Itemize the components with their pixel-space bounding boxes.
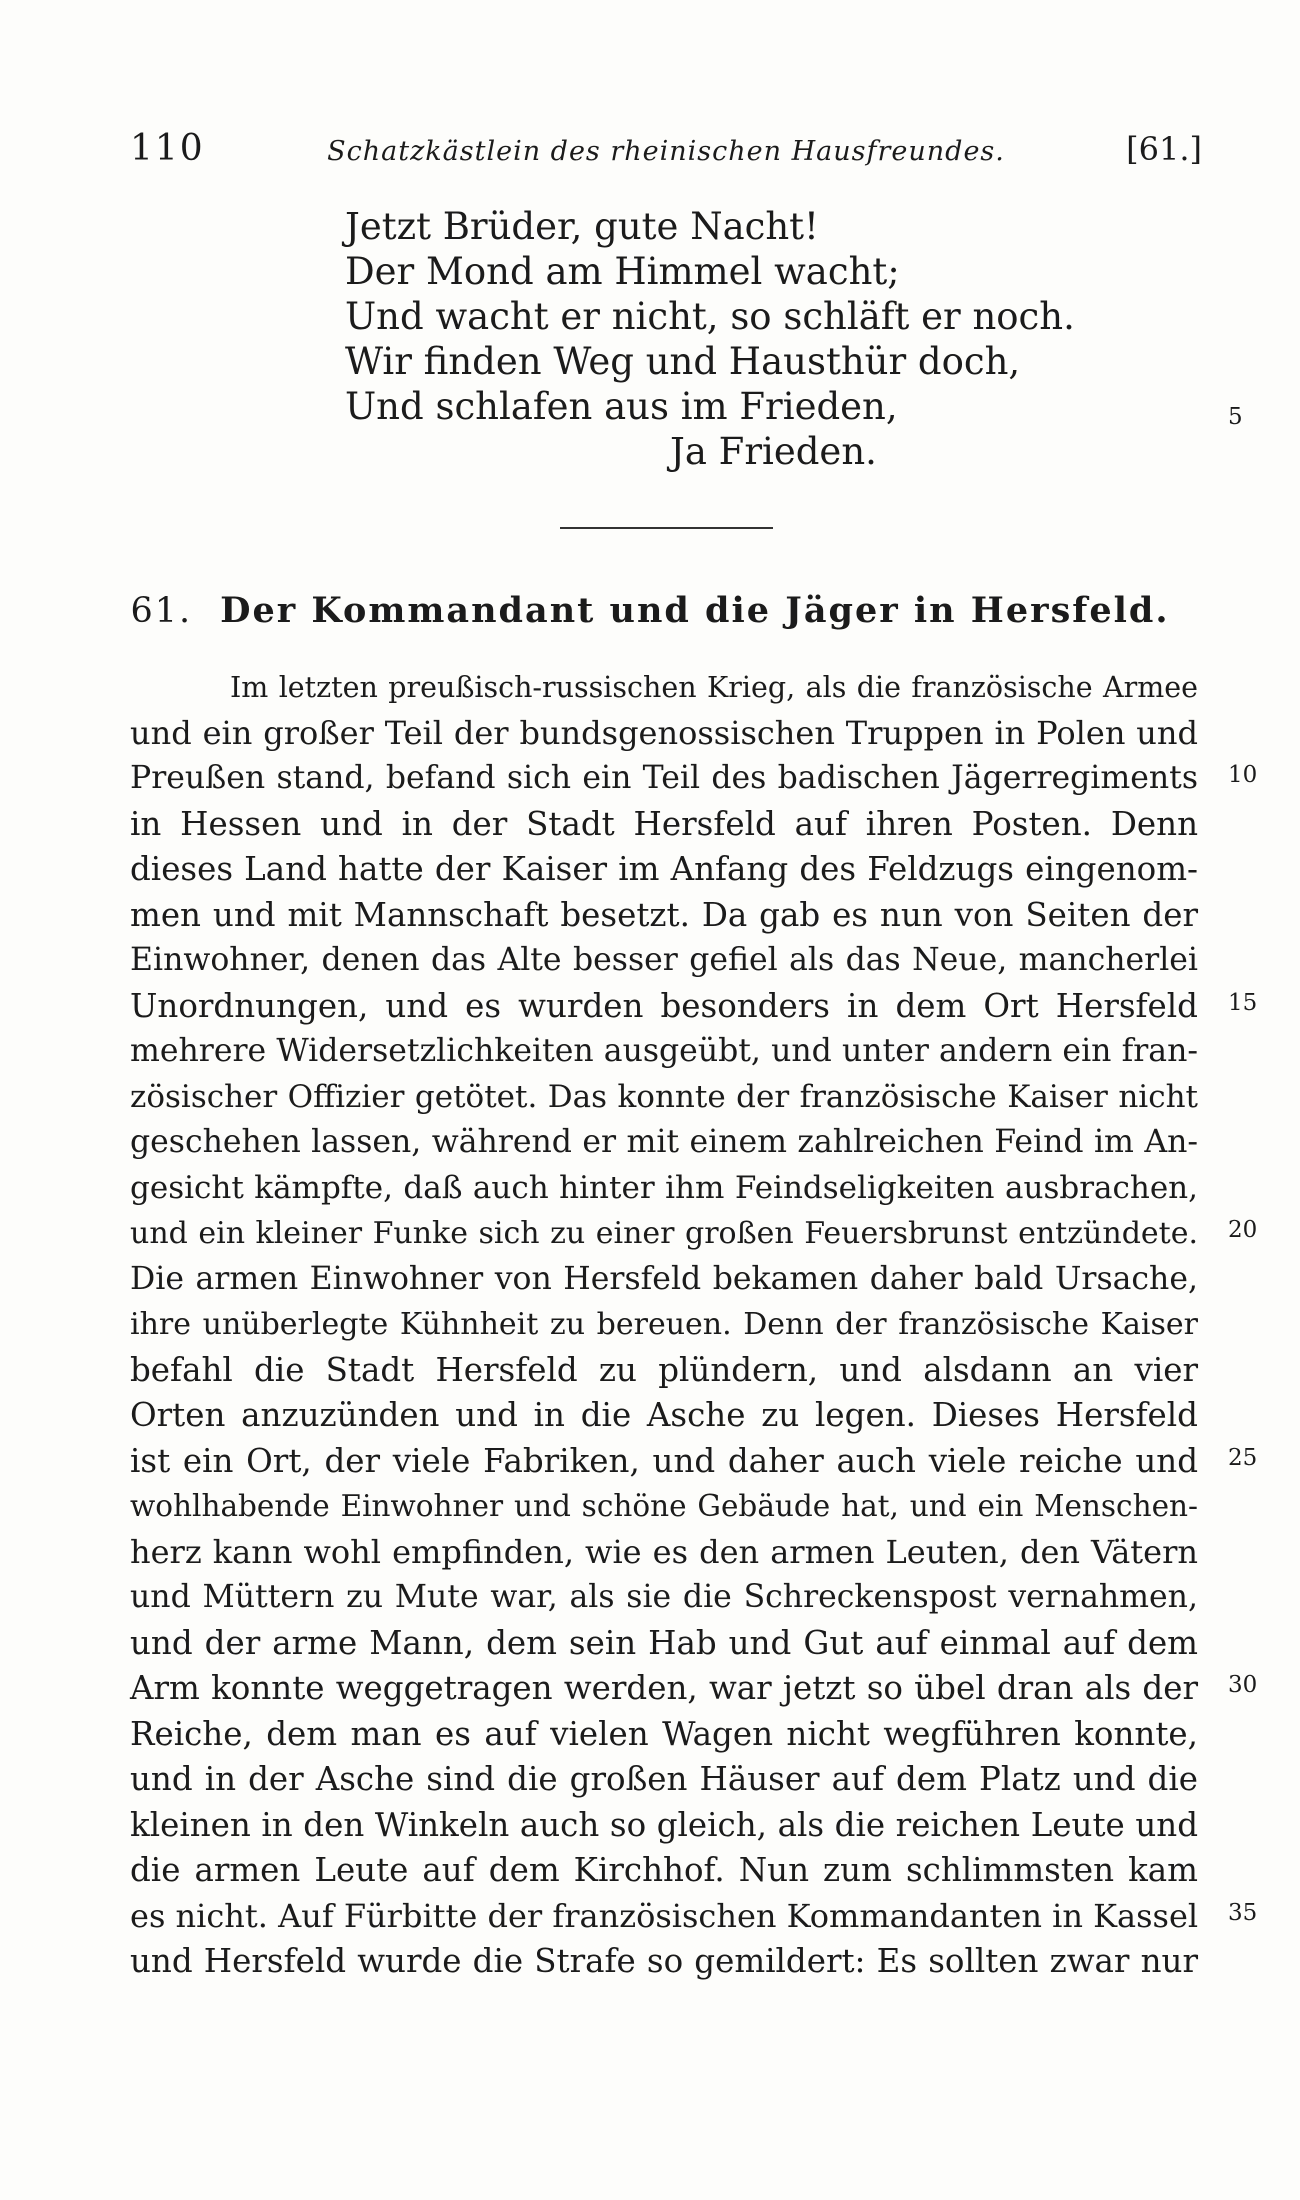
text-line: und der arme Mann, dem sein Hab und Gut auf einmal auf dem: [130, 1623, 1198, 1662]
running-title: Schatzkästlein des rheinischen Hausfreundes.: [327, 136, 1005, 167]
text-line: kleinen in den Winkeln auch so gleich, als die reichen Leute und: [130, 1805, 1198, 1844]
text-line: wohlhabende Einwohner und schöne Gebäude hat, und ein Menschen-: [130, 1489, 1198, 1523]
text-line: in Hessen und in der Stadt Hersfeld auf ihren Posten. Denn: [130, 804, 1198, 843]
text-line: zösischer Offizier getötet. Das konnte der französische Kaiser nicht: [130, 1078, 1198, 1115]
line-number: 20: [1228, 1217, 1258, 1243]
text-line: Einwohner, denen das Alte besser gefiel als das Neue, mancherlei: [130, 942, 1198, 978]
text-line: geschehen lassen, während er mit einem zahlreichen Feind im An-: [130, 1124, 1198, 1160]
text-line: Reiche, dem man es auf vielen Wagen nicht wegführen konnte,: [130, 1714, 1198, 1753]
poem-line: Der Mond am Himmel wacht;: [345, 250, 900, 293]
text-line: Orten anzuzünden und in die Asche zu legen. Dieses Hersfeld: [130, 1396, 1198, 1434]
text-line: Preußen stand, befand sich ein Teil des badischen Jägerregiments: [130, 760, 1198, 796]
text-line: men und mit Mannschaft besetzt. Da gab es nun von Seiten der: [130, 895, 1198, 934]
page-header: [130, 128, 1202, 178]
poem-stanza: [345, 204, 1075, 474]
poem-line: Ja Frieden.: [670, 430, 877, 473]
text-line: und ein kleiner Funke sich zu einer großen Feuersbrunst entzündete.: [130, 1216, 1198, 1251]
line-number: 30: [1228, 1672, 1258, 1698]
text-line: und ein großer Teil der bundsgenossischen Truppen in Polen und: [130, 713, 1198, 752]
section-divider: [560, 527, 773, 529]
text-line: gesicht kämpfte, daß auch hinter ihm Feindseligkeiten ausbrachen,: [130, 1169, 1198, 1206]
text-line: herz kann wohl empfinden, wie es den armen Leuten, den Vätern: [130, 1532, 1198, 1571]
poem-line: Wir finden Weg und Hausthür doch,: [345, 340, 1021, 383]
text-line: Arm konnte weggetragen werden, war jetzt so übel dran als der: [130, 1669, 1198, 1707]
text-line: es nicht. Auf Fürbitte der französischen Kommandanten in Kassel: [130, 1896, 1199, 1935]
poem-line: Jetzt Brüder, gute Nacht!: [345, 205, 819, 248]
line-number: 25: [1228, 1445, 1258, 1471]
text-line: und in der Asche sind die großen Häuser auf dem Platz und die: [130, 1760, 1198, 1798]
text-line: mehrere Widersetzlichkeiten ausgeübt, und unter andern ein fran-: [130, 1033, 1198, 1069]
line-number: 5: [1228, 404, 1243, 430]
section-reference: [61.]: [1126, 130, 1202, 168]
line-number: 10: [1228, 762, 1258, 788]
text-line: und Müttern zu Mute war, als sie die Schreckenspost vernahmen,: [130, 1579, 1198, 1615]
page-number: 110: [130, 128, 205, 169]
text-line: befahl die Stadt Hersfeld zu plündern, und alsdann an vier: [130, 1350, 1198, 1389]
text-line: Die armen Einwohner von Hersfeld bekamen daher bald Ursache,: [130, 1260, 1198, 1297]
poem-line: Und schlafen aus im Frieden,: [345, 385, 898, 428]
text-line: dieses Land hatte der Kaiser im Anfang des Feldzugs eingenom-: [130, 850, 1198, 888]
chapter-title: Der Kommandant und die Jäger in Hersfeld.: [220, 590, 1170, 631]
text-line: und Hersfeld wurde die Strafe so gemildert: Es sollten zwar nur: [130, 1942, 1198, 1980]
text-line: Im letzten preußisch-russischen Krieg, als die französische Armee: [230, 671, 1198, 704]
line-number: 15: [1228, 990, 1258, 1016]
text-line: Unordnungen, und es wurden besonders in dem Ort Hersfeld: [130, 986, 1198, 1025]
text-line: ihre unüberlegte Kühnheit zu bereuen. Denn der französische Kaiser: [130, 1307, 1198, 1342]
line-number: 35: [1228, 1900, 1258, 1926]
text-line: die armen Leute auf dem Kirchhof. Nun zum schlimmsten kam: [130, 1851, 1198, 1889]
text-line: ist ein Ort, der viele Fabriken, und daher auch viele reiche und: [130, 1441, 1198, 1480]
chapter-number: 61.: [130, 591, 193, 631]
body-paragraph: [130, 665, 1198, 1985]
poem-line: Und wacht er nicht, so schläft er noch.: [345, 295, 1075, 338]
chapter-heading: [0, 590, 1300, 631]
